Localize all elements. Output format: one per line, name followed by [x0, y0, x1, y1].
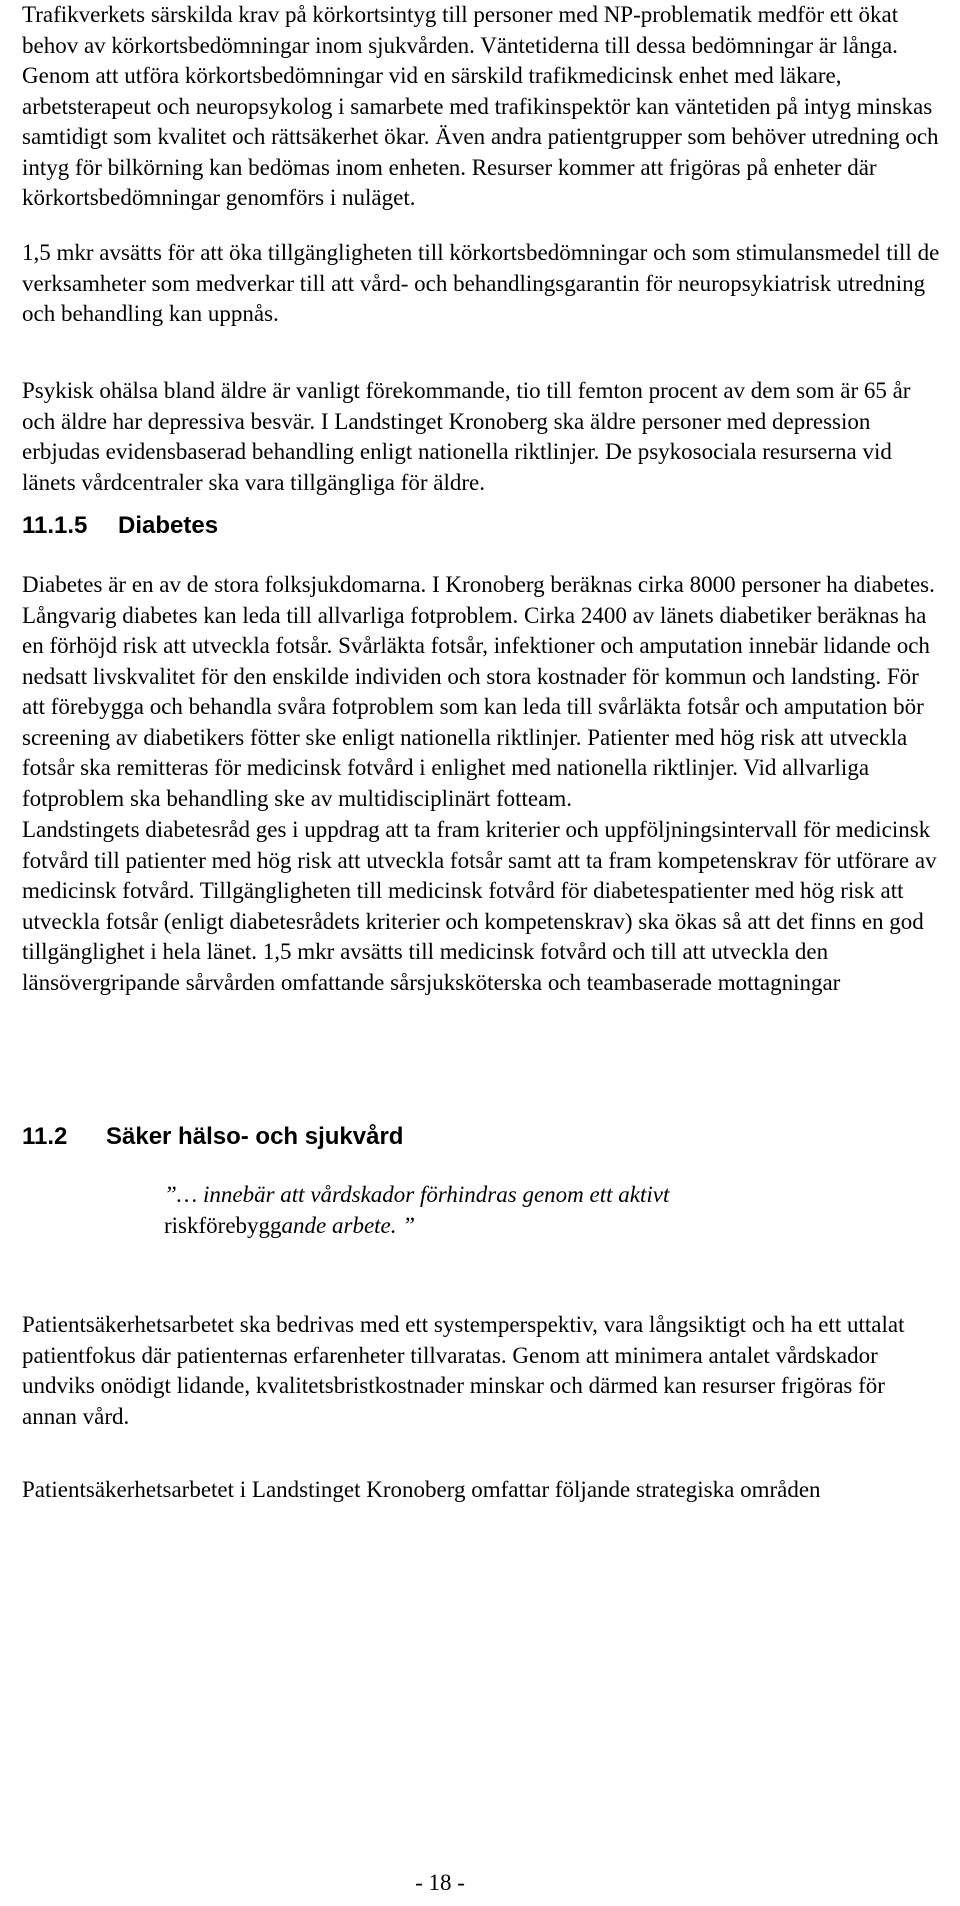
quote-block — [164, 1180, 669, 1241]
paragraph-diabetesrad: Landstingets diabetesråd ges i uppdrag att ta fram kriterier och uppföljningsintervall för medicinsk fotvård till patienter med hög risk att utveckla fotsår samt att ta fram kompetenskrav för utförare av medicinsk fotvård. Tillgängligheten till medicinsk fotvård för diabetespatienter med hög risk att utveckla fotsår (enligt diabetesrådets kriterier och kompetenskrav) ska ökas så att det finns en god tillgänglighet i hela länet. 1,5 mkr avsätts till medicinsk fotvård och till att utveckla den länsövergripande sårvården omfattande sårsjuksköterska och teambaserade mottagningar — [22, 817, 937, 995]
section-number: 11.2 — [22, 1123, 68, 1150]
paragraph-korkortsbedomningar: Trafikverkets särskilda krav på körkortsintyg till personer med NP-problematik medför ett ökat behov av körkortsbedömningar inom sjukvården. Väntetiderna till dessa bedömningar är långa. Genom att utföra körkortsbedömningar vid en särskild trafikmedicinsk enhet med läkare, arbetsterapeut och neuropsykolog i samarbete med trafikinspektör kan väntetiden på intyg minskas samtidigt som kvalitet och rättsäkerhet ökar. Även andra patientgrupper som behöver utredning och intyg för bilkörning kan bedömas inom enheten. Resurser kommer att frigöras på enheter där körkortsbedömningar genomförs i nuläget. — [22, 2, 939, 210]
quote-line-2-plain: riskförebygg — [164, 1212, 282, 1238]
quote-line-2-italic: ande arbete. ” — [281, 1212, 416, 1238]
section-heading-diabetes — [22, 512, 218, 540]
section-heading-saker-vard — [22, 1123, 403, 1151]
section-number: 11.1.5 — [22, 512, 88, 539]
paragraph-diabetes: Diabetes är en av de stora folksjukdomarna. I Kronoberg beräknas cirka 8000 personer ha diabetes. Långvarig diabetes kan leda till allvarliga fotproblem. Cirka 2400 av länets diabetiker beräknas ha en förhöjd risk att utveckla fotsår. Svårläkta fotsår, infektioner och amputation innebär lidande och nedsatt livskvalitet för den enskilde individen och stora kostnader för kommun och landsting. För att förebygga och behandla svåra fotproblem som kan leda till svårläkta fotsår och amputation bör screening av diabetikers fötter ske enligt nationella riktlinjer. Patienter med hög risk att utveckla fotsår ska remitteras för medicinsk fotvård i enlighet med nationella riktlinjer. Vid allvarliga fotproblem ska behandling ske av multidisciplinärt fotteam. — [22, 572, 935, 811]
paragraph-stimulansmedel: 1,5 mkr avsätts för att öka tillgängligheten till körkortsbedömningar och som stimulansmedel till de verksamheter som medverkar till att vård- och behandlingsgarantin för neuropsykiatrisk utredning och behandling kan uppnås. — [22, 240, 940, 326]
section-title: Säker hälso- och sjukvård — [106, 1123, 404, 1150]
quote-line-2 — [164, 1211, 669, 1242]
section-title: Diabetes — [118, 512, 219, 539]
paragraph-patientsakerhet-strategiska-omraden: Patientsäkerhetsarbetet i Landstinget Kronoberg omfattar följande strategiska områden — [22, 1477, 821, 1502]
paragraph-patientsakerhet-systemperspektiv: Patientsäkerhetsarbetet ska bedrivas med ett systemperspektiv, vara långsiktigt och ha ett uttalat patientfokus där patienternas erfarenheter tillvaratas. Genom att minimera antalet vårdskador undviks onödigt lidande, kvalitetsbristkostnader minskar och därmed kan resurser frigöras för annan vård. — [22, 1312, 905, 1429]
page-number: - 18 - — [415, 1870, 465, 1895]
quote-line-1: ”… innebär att vårdskador förhindras genom ett aktivt — [164, 1182, 670, 1207]
paragraph-psykisk-ohalsa-aldre: Psykisk ohälsa bland äldre är vanligt förekommande, tio till femton procent av dem som är 65 år och äldre har depressiva besvär. I Landstinget Kronoberg ska äldre personer med depression erbjudas evidensbaserad behandling enligt nationella riktlinjer. De psykosociala resurserna vid länets vårdcentraler ska vara tillgängliga för äldre. — [22, 378, 911, 495]
